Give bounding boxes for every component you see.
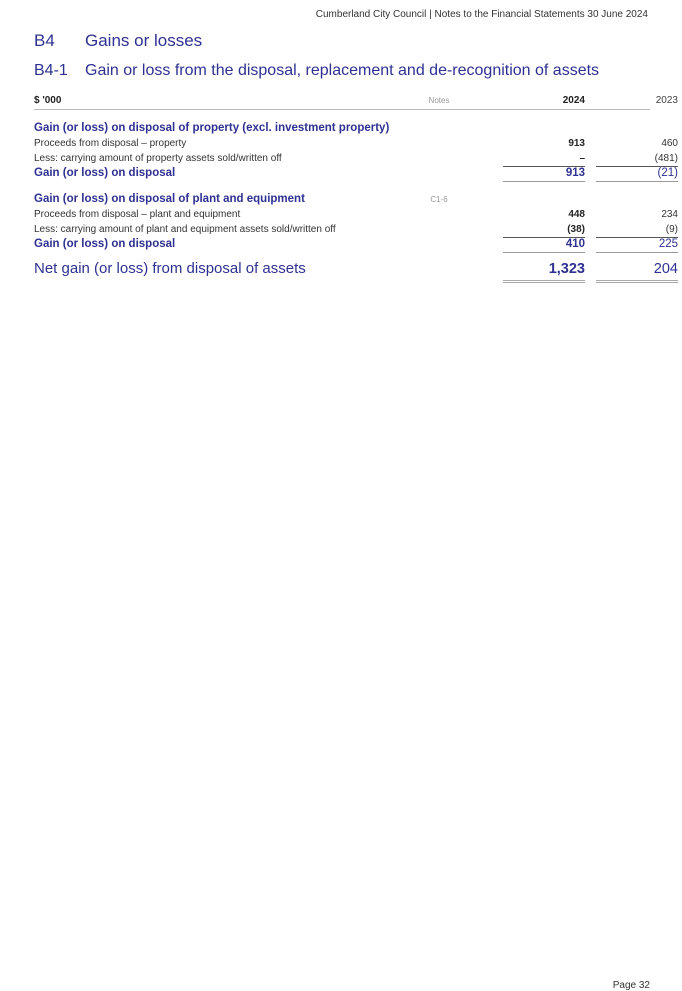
value-2023: 234 xyxy=(661,209,678,220)
column-header-units: $ '000 xyxy=(34,95,62,106)
column-header-2023: 2023 xyxy=(655,95,678,106)
table-row xyxy=(34,222,678,237)
page-number: Page 32 xyxy=(612,980,650,991)
value-2024: 913 xyxy=(568,138,585,149)
group-title: Gain (or loss) on disposal of property (excl. investment property) xyxy=(34,122,390,134)
subsection-title: Gain or loss from the disposal, replacement and de-recognition of assets xyxy=(85,62,600,79)
column-header-2024: 2024 xyxy=(562,95,585,106)
value-2024: – xyxy=(503,151,585,167)
table-header-row xyxy=(34,93,678,110)
row-label: Proceeds from disposal – property xyxy=(34,138,187,149)
table-row xyxy=(34,136,678,151)
row-label: Net gain (or loss) from disposal of assets xyxy=(34,260,306,277)
section-heading xyxy=(34,31,202,51)
value-2023: (21) xyxy=(596,166,678,182)
value-2023: 460 xyxy=(661,138,678,149)
section-number: B4 xyxy=(34,31,55,50)
value-2024: 410 xyxy=(503,237,585,253)
group-title: Gain (or loss) on disposal of plant and equipment xyxy=(34,193,305,205)
subsection-heading xyxy=(34,62,599,80)
document-header: Cumberland City Council | Notes to the Financial Statements 30 June 2024 xyxy=(315,9,648,20)
value-2024: 448 xyxy=(568,209,585,220)
value-2023: (9) xyxy=(596,222,678,238)
note-reference: C1-6 xyxy=(430,195,448,204)
table-row-subtotal xyxy=(34,166,678,181)
row-label: Proceeds from disposal – plant and equipment xyxy=(34,209,241,220)
subsection-number: B4-1 xyxy=(34,62,68,79)
table-row-property-title xyxy=(34,121,650,136)
section-title: Gains or losses xyxy=(85,31,203,50)
row-label: Gain (or loss) on disposal xyxy=(34,167,176,179)
value-2024: 1,323 xyxy=(503,258,585,283)
table-row xyxy=(34,151,678,166)
table-row-subtotal xyxy=(34,237,678,252)
value-2024: (38) xyxy=(503,222,585,238)
value-2023: 204 xyxy=(596,258,678,283)
table-row-net-total xyxy=(34,258,678,280)
row-label: Less: carrying amount of property assets sold/written off xyxy=(34,153,282,164)
table-row-plant-title xyxy=(34,192,650,207)
row-label: Less: carrying amount of plant and equipment assets sold/written off xyxy=(34,224,336,235)
value-2023: (481) xyxy=(596,151,678,167)
value-2024: 913 xyxy=(503,166,585,182)
value-2023: 225 xyxy=(596,237,678,253)
row-label: Gain (or loss) on disposal xyxy=(34,238,176,250)
table-row xyxy=(34,207,678,222)
column-header-notes: Notes xyxy=(428,96,450,105)
disposal-table xyxy=(34,93,678,280)
